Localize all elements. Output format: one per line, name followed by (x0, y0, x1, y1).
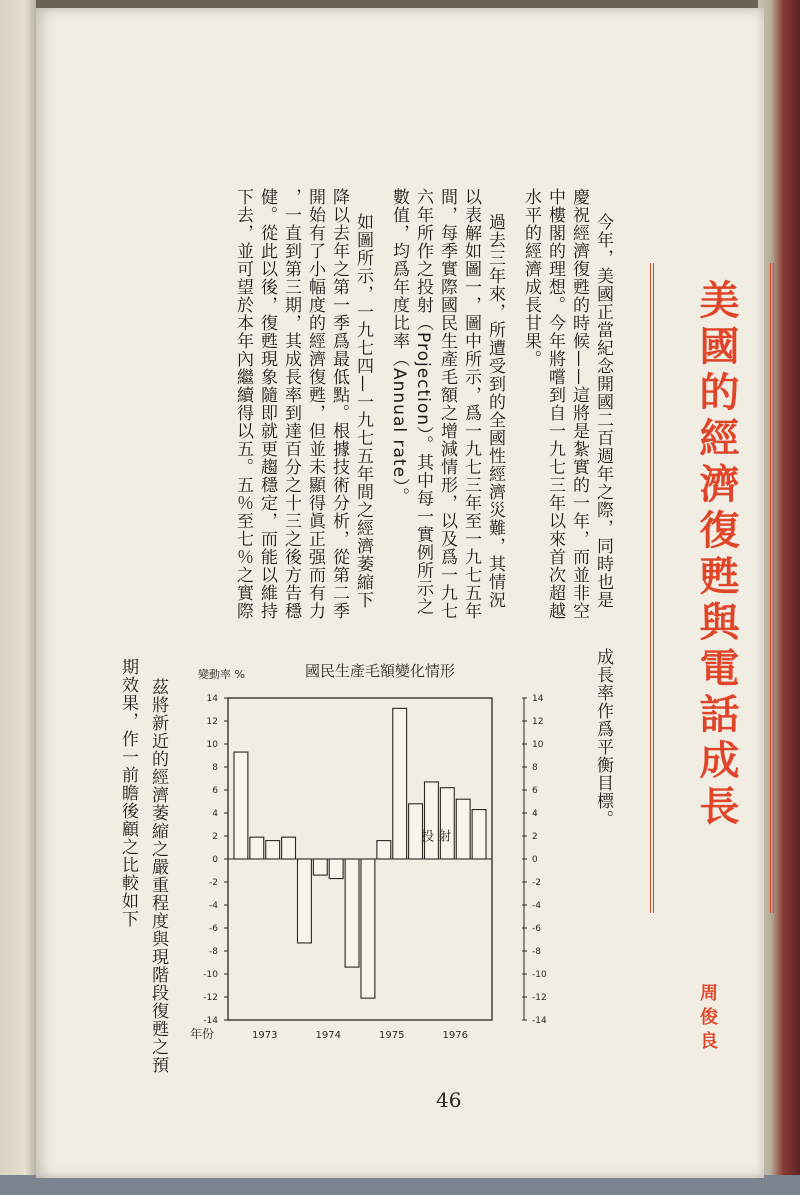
projection-annotation: 投 射 (421, 829, 452, 845)
y-tick-label-left: -6 (209, 924, 218, 934)
y-tick-label-left: -12 (203, 993, 218, 1003)
bar (234, 752, 248, 859)
page-number: 46 (436, 1088, 462, 1112)
body-column: 中樓閣的理想。今年將嚐到自一九七三年以來首次超越 (545, 188, 565, 620)
chart-title: 國民生產毛額變化情形 (304, 662, 456, 680)
body-column: 水平的經濟成長甘果。 (521, 188, 541, 368)
bar (345, 859, 359, 967)
y-tick-label-right: 0 (532, 855, 538, 865)
x-year-label: 1973 (252, 1030, 278, 1041)
body-column: 慶祝經濟復甦的時候——這將是紮實的一年，而並非空 (569, 188, 589, 620)
y-tick-label-right: 14 (532, 694, 544, 704)
y-tick-label-left: 0 (212, 855, 218, 865)
x-year-label: 1974 (315, 1030, 341, 1041)
body-column: 降以去年之第一季爲最低點。根據技術分析，從第二季 (329, 188, 349, 620)
y-tick-label-right: 2 (532, 832, 538, 842)
x-year-label: 1976 (442, 1030, 468, 1041)
y-tick-label-left: -10 (203, 970, 218, 980)
bar (456, 799, 470, 859)
body-column: 開始有了小幅度的經濟復甦，但並未顯得眞正强而有力 (305, 188, 325, 620)
y-tick-label-left: -14 (203, 1016, 218, 1026)
y-axis-label: 變動率 % (198, 668, 245, 681)
body-column: 今年，美國正當紀念開國二百週年之際，同時也是 (593, 213, 613, 609)
y-tick-label-left: 4 (212, 809, 218, 819)
y-tick-label-right: -8 (532, 947, 541, 957)
bar (250, 837, 264, 859)
y-tick-label-left: 6 (212, 786, 218, 796)
bar (393, 708, 407, 859)
y-tick-label-right: 12 (532, 717, 544, 727)
y-tick-label-right: -6 (532, 924, 541, 934)
y-tick-label-right: 6 (532, 786, 538, 796)
lower-column: 期效果，作一前瞻後顧之比較如下 (118, 658, 138, 928)
y-tick-label-right: -4 (532, 901, 541, 911)
background-strip (0, 1175, 800, 1195)
bar (282, 837, 296, 859)
y-tick-label-left: 14 (206, 694, 218, 704)
body-column: 六年所作之投射（Projection）。其中每一實例所示之 (413, 188, 433, 616)
body-column: 數值，均爲年度比率（Annual rate）。 (389, 188, 409, 506)
y-tick-label-right: -2 (532, 878, 541, 888)
y-tick-label-right: -12 (532, 993, 547, 1003)
y-tick-label-left: 12 (206, 717, 218, 727)
bar (440, 788, 454, 859)
y-tick-label-left: -2 (209, 878, 218, 888)
y-tick-label-left: 8 (212, 763, 218, 773)
body-column: ，一直到第三期，其成長率到達百分之十三之後方告穩 (281, 188, 301, 620)
body-column: 以表解如圖一，圖中所示，爲一九七三年至一九七五年 (461, 188, 481, 620)
y-tick-label-right: 10 (532, 740, 544, 750)
body-column: 健。從此以後，復甦現象隨即就更趨穩定，而能以維持 (257, 188, 277, 620)
gnp-bar-chart (36, 8, 764, 1178)
bar (266, 841, 280, 859)
y-tick-label-left: 10 (206, 740, 218, 750)
y-tick-label-left: 2 (212, 832, 218, 842)
bar (361, 859, 375, 998)
body-column-right: 成長率作爲平衡目標。 (593, 648, 613, 828)
y-tick-label-right: 4 (532, 809, 538, 819)
bar (425, 782, 439, 859)
x-axis-label: 年份 (190, 1027, 215, 1041)
author-name: 周俊良 (697, 983, 718, 1055)
body-column: 如圖所示，一九七四—一九七五年間之經濟萎縮下 (353, 213, 373, 609)
y-tick-label-left: -4 (209, 901, 218, 911)
lower-column: 茲將新近的經濟萎縮之嚴重程度與現階段復甦之預 (148, 678, 168, 1074)
body-column: 下去，並可望於本年內繼續得以五。五％至七％之實際 (233, 188, 253, 620)
y-tick-label-right: -14 (532, 1016, 547, 1026)
bar (298, 859, 312, 943)
body-column: 過去三年來，所遭受到的全國性經濟災難，其情況 (485, 213, 505, 609)
bar (377, 841, 391, 859)
y-tick-label-left: -8 (209, 947, 218, 957)
article-title: 美國的經濟復甦與電話成長 (693, 279, 740, 831)
y-tick-label-right: 8 (532, 763, 538, 773)
y-tick-label-right: -10 (532, 970, 547, 980)
left-page-edge (0, 0, 36, 1195)
body-column: 間，每季實際國民生產毛額之增減情形，以及爲一九七 (437, 188, 457, 620)
bar (313, 859, 327, 875)
bar (329, 859, 343, 879)
x-year-label: 1975 (379, 1030, 405, 1041)
bar (472, 810, 486, 859)
book-page (36, 8, 764, 1178)
